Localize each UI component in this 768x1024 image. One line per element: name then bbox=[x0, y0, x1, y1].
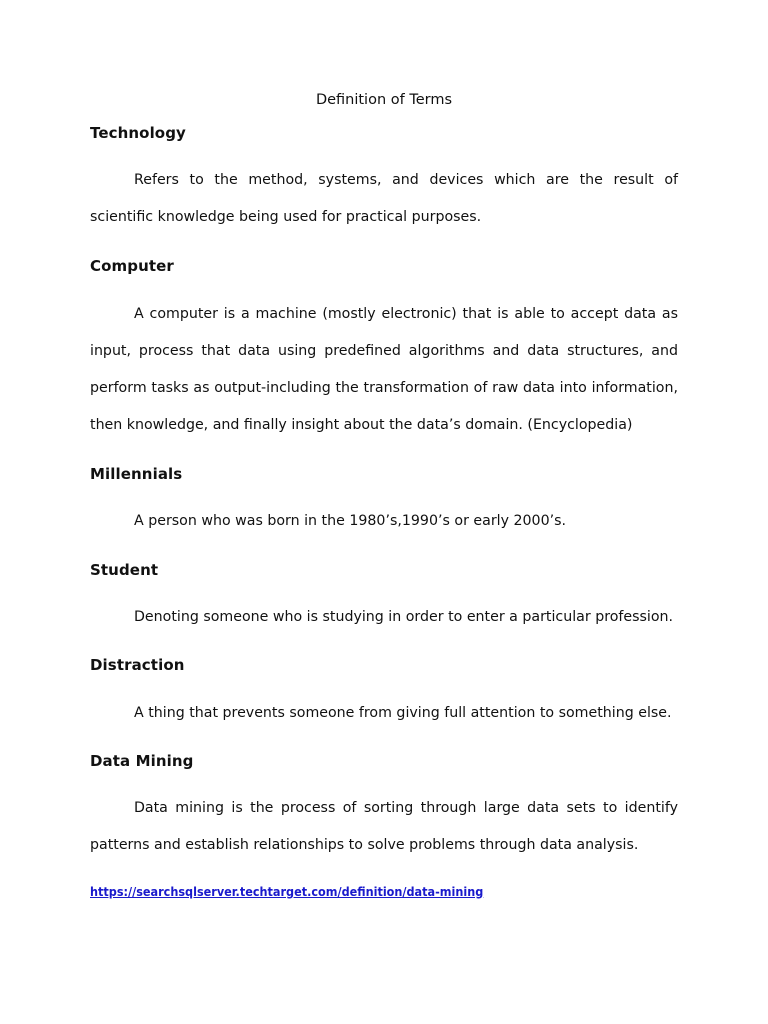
source-link-data-mining[interactable]: https://searchsqlserver.techtarget.com/definition/data-mining bbox=[90, 884, 484, 899]
definition-student: Denoting someone who is studying in order to enter a particular profession. bbox=[134, 609, 674, 625]
term-distraction: Distraction bbox=[90, 656, 185, 674]
term-computer: Computer bbox=[90, 257, 174, 275]
document-title: Definition of Terms bbox=[315, 92, 453, 108]
definition-data-mining: Data mining is the process of sorting through large data sets to identify patterns and establish relationships to solve problems through data analysis. bbox=[90, 800, 678, 853]
definition-technology: Refers to the method, systems, and devices which are the result of scientific knowledge being used for practical purposes. bbox=[90, 172, 678, 225]
term-data-mining: Data Mining bbox=[90, 752, 194, 770]
term-technology: Technology bbox=[90, 124, 186, 142]
term-millennials: Millennials bbox=[90, 465, 183, 483]
definition-computer: A computer is a machine (mostly electronic) that is able to accept data as input, process that data using predefined algorithms and data structures, and perform tasks as output-including the transformation of raw data into information, then knowledge, and finally insight about the data’s domain. (Encyclopedia) bbox=[90, 306, 678, 433]
definition-distraction: A thing that prevents someone from giving full attention to something else. bbox=[134, 705, 672, 721]
term-student: Student bbox=[90, 561, 159, 579]
definition-millennials: A person who was born in the 1980’s,1990’s or early 2000’s. bbox=[134, 513, 567, 529]
